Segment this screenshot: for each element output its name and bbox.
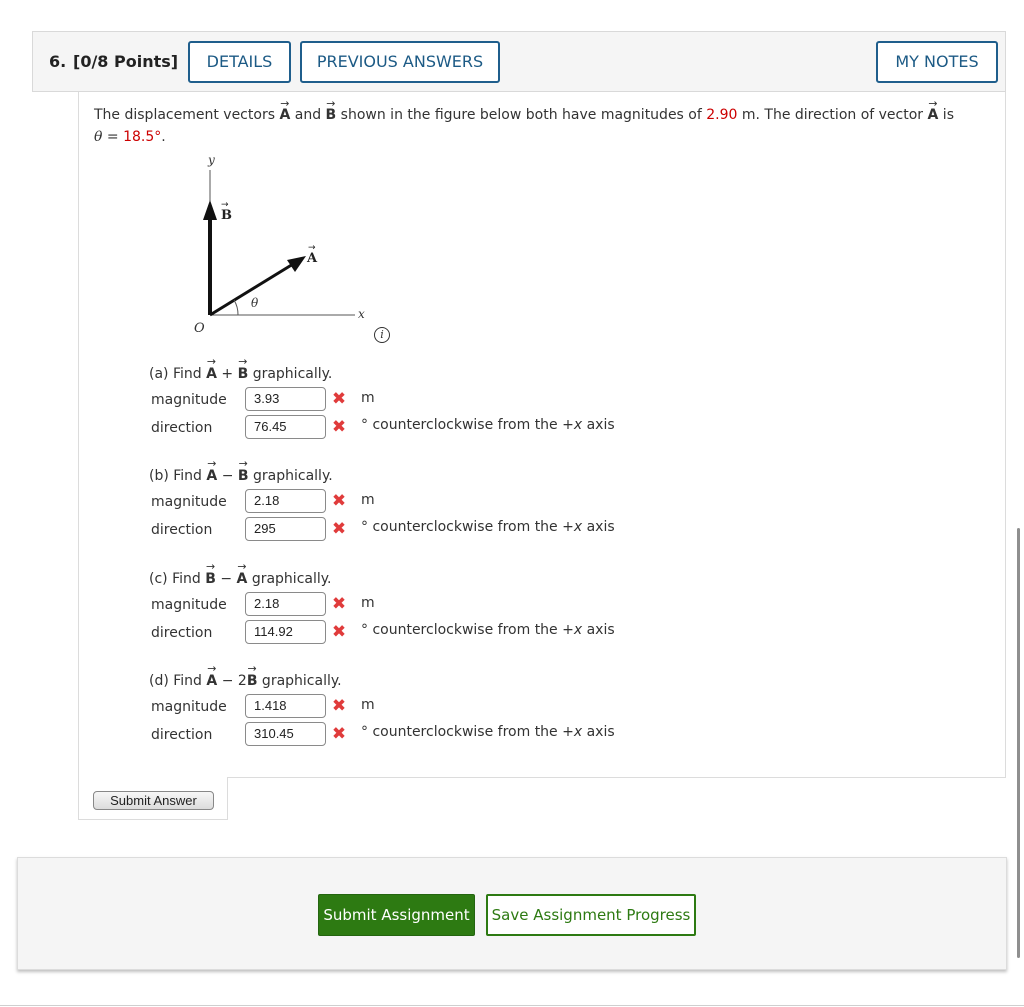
part-c-magnitude-unit: m — [361, 595, 375, 611]
part-b-magnitude-unit: m — [361, 492, 375, 508]
save-assignment-progress-button[interactable]: Save Assignment Progress — [486, 894, 696, 936]
part-b-magnitude-input[interactable]: 2.18 — [245, 489, 326, 513]
direction-unit-var: x — [573, 724, 583, 740]
submit-answer-button[interactable]: Submit Answer — [93, 791, 214, 810]
direction-unit-var: x — [573, 519, 583, 535]
part-d-suffix: graphically. — [257, 673, 342, 689]
theta-arc — [234, 300, 238, 315]
part-c-magnitude-label: magnitude — [151, 597, 227, 613]
part-d-operand1: → A — [206, 673, 217, 689]
part-b-direction-input[interactable]: 295 — [245, 517, 326, 541]
part-d-magnitude-unit: m — [361, 697, 375, 713]
part-d-magnitude-label: magnitude — [151, 699, 227, 715]
figure-vector-b-label: B — [221, 208, 232, 223]
part-a-suffix: graphically. — [248, 366, 333, 382]
vector-figure — [180, 150, 380, 340]
incorrect-icon: ✖ — [331, 696, 347, 716]
incorrect-icon: ✖ — [331, 622, 347, 642]
part-b-operand1: → A — [206, 468, 217, 484]
direction-unit-var: x — [573, 622, 583, 638]
direction-unit-var: x — [573, 417, 583, 433]
vector-a-symbol: → A — [279, 104, 290, 126]
part-d-title — [149, 673, 342, 689]
part-b-suffix: graphically. — [248, 468, 333, 484]
incorrect-icon: ✖ — [331, 724, 347, 744]
problem-text-and: and — [290, 107, 326, 123]
part-a-magnitude-input[interactable]: 3.93 — [245, 387, 326, 411]
question-number: 6. — [49, 52, 67, 71]
figure-vector-a-label: A — [307, 251, 318, 266]
theta-label: θ — [251, 296, 259, 310]
direction-unit-prefix: ° counterclockwise from the + — [361, 724, 574, 740]
part-c-operand2: → A — [237, 571, 248, 587]
part-c-suffix: graphically. — [247, 571, 332, 587]
part-d-direction-unit — [361, 724, 615, 740]
direction-unit-prefix: ° counterclockwise from the + — [361, 622, 574, 638]
part-c-direction-input[interactable]: 114.92 — [245, 620, 326, 644]
info-icon[interactable]: i — [374, 327, 390, 343]
incorrect-icon: ✖ — [331, 417, 347, 437]
my-notes-button[interactable]: MY NOTES — [876, 41, 998, 83]
part-c-direction-unit — [361, 622, 615, 638]
direction-unit-prefix: ° counterclockwise from the + — [361, 417, 574, 433]
vector-b-symbol: → B — [326, 104, 337, 126]
direction-unit-prefix: ° counterclockwise from the + — [361, 519, 574, 535]
theta-prefix: θ = — [94, 129, 124, 145]
part-b-prefix: (b) Find — [149, 468, 207, 484]
part-d-direction-input[interactable]: 310.45 — [245, 722, 326, 746]
vector-a-arrowhead — [287, 256, 306, 272]
origin-label: O — [194, 321, 205, 336]
part-b-operator: − — [217, 468, 238, 484]
x-axis-label: x — [358, 307, 365, 321]
part-a-magnitude-label: magnitude — [151, 392, 227, 408]
previous-answers-button[interactable]: PREVIOUS ANSWERS — [300, 41, 500, 83]
part-d-prefix: (d) Find — [149, 673, 207, 689]
direction-unit-suffix: axis — [582, 724, 615, 740]
problem-text-1: The displacement vectors — [94, 107, 280, 123]
given-theta: 18.5° — [123, 129, 162, 145]
part-c-operator: − — [215, 571, 237, 587]
part-a-direction-input[interactable]: 76.45 — [245, 415, 326, 439]
direction-unit-suffix: axis — [582, 519, 615, 535]
part-d-operator: − — [217, 673, 238, 689]
problem-text-2: shown in the figure below both have magnitudes of — [336, 107, 707, 123]
question-header — [32, 31, 1006, 92]
part-b-title — [149, 468, 333, 484]
problem-text-3: m. The direction of vector — [737, 107, 928, 123]
problem-text-4: is — [938, 107, 954, 123]
vector-b-arrowhead — [203, 200, 217, 220]
problem-text-end: . — [161, 129, 166, 145]
incorrect-icon: ✖ — [331, 491, 347, 511]
part-d-direction-label: direction — [151, 727, 213, 743]
incorrect-icon: ✖ — [331, 594, 347, 614]
y-axis-label: y — [208, 153, 215, 167]
part-a-operator: + — [216, 366, 238, 382]
part-b-magnitude-label: magnitude — [151, 494, 227, 510]
given-magnitude: 2.90 — [706, 107, 738, 123]
details-button[interactable]: DETAILS — [188, 41, 291, 83]
figure-vector-a-arrowmark: → — [308, 243, 316, 253]
part-a-title — [149, 366, 332, 382]
part-c-title — [149, 571, 332, 587]
part-c-prefix: (c) Find — [149, 571, 206, 587]
part-a-operand2: → B — [238, 366, 249, 382]
part-b-direction-unit — [361, 519, 615, 535]
part-b-operand2: → B — [238, 468, 249, 484]
part-b-direction-label: direction — [151, 522, 213, 538]
question-points: [0/8 Points] — [73, 52, 179, 71]
incorrect-icon: ✖ — [331, 519, 347, 539]
direction-unit-suffix: axis — [582, 417, 615, 433]
part-d-coef: 2 — [237, 673, 247, 689]
part-a-operand1: → A — [206, 366, 217, 382]
submit-assignment-button[interactable]: Submit Assignment — [318, 894, 475, 936]
part-c-magnitude-input[interactable]: 2.18 — [245, 592, 326, 616]
vector-a-symbol: → A — [928, 104, 939, 126]
page-scrollbar[interactable] — [1017, 528, 1020, 958]
figure-vector-b-arrowmark: → — [221, 200, 229, 210]
part-d-operand2: → B — [247, 673, 258, 689]
part-c-direction-label: direction — [151, 625, 213, 641]
bottom-divider — [0, 1005, 1024, 1006]
problem-statement — [94, 104, 974, 148]
incorrect-icon: ✖ — [331, 389, 347, 409]
part-c-operand1: → B — [205, 571, 216, 587]
part-d-magnitude-input[interactable]: 1.418 — [245, 694, 326, 718]
part-a-direction-unit — [361, 417, 615, 433]
part-a-direction-label: direction — [151, 420, 213, 436]
part-a-magnitude-unit: m — [361, 390, 375, 406]
part-a-prefix: (a) Find — [149, 366, 207, 382]
direction-unit-suffix: axis — [582, 622, 615, 638]
